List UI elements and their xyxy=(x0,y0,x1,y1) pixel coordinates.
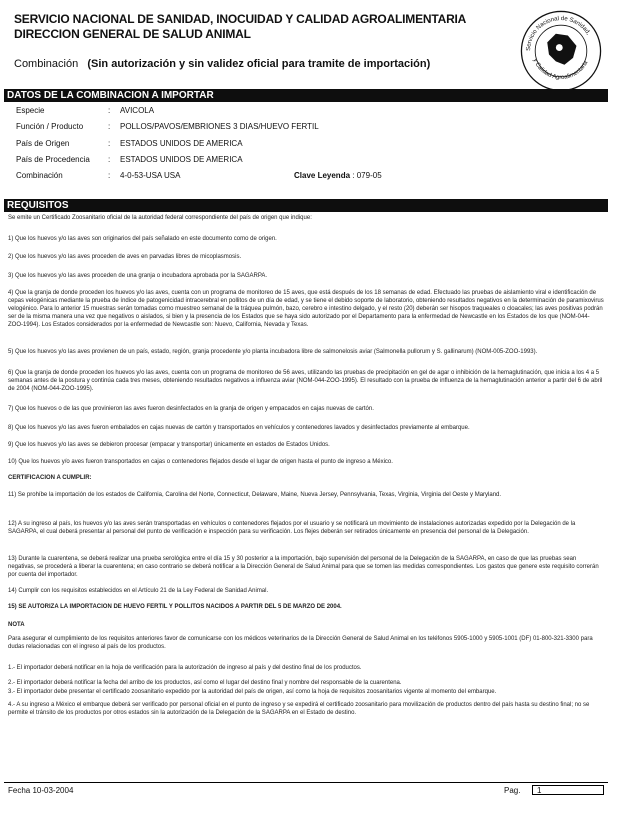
requisito-paragraph: Para asegurar el cumplimiento de los requisitos anteriores favor de comunicarse con los médicos veterinarios de la Dirección General de Salud Animal en los teléfonos 5905-1000 y 5905-1001 (DF) 01-800-321-3300 para dudas relacionadas con el ingreso al país de los productos. xyxy=(8,636,593,650)
requisito-paragraph: 10) Que los huevos y/o aves fueron transportados en cajas o contenedores flejados desde el lugar de origen hasta el punto de ingreso a México. xyxy=(8,459,393,465)
combination-label: Combinación xyxy=(14,58,79,70)
pais-origen-label: País de Origen xyxy=(16,139,70,148)
requisito-paragraph: CERTIFICACION A CUMPLIR: xyxy=(8,475,92,481)
clave-leyenda-separator: : xyxy=(352,171,355,180)
requisito-paragraph: 3) Que los huevos y/o las aves proceden de una granja o incubadora aprobada por la SAGARPA. xyxy=(8,273,268,279)
pais-procedencia-value: ESTADOS UNIDOS DE AMERICA xyxy=(120,155,243,164)
combinacion-label: Combinación xyxy=(16,171,63,180)
page-label: Pag. xyxy=(504,786,521,795)
requisito-paragraph: 13) Durante la cuarentena, se deberá realizar una prueba serológica entre el día 15 y 30 posterior a la importación, bajo supervisión del personal de la Delegación de la SAGARPA, en caso de que las pruebas sean negativas, se procederá a liberar la cuarentena; en caso contrario se deberá notificar a la Dirección General de Salud Animal para que se tomen las medidas correspondientes. Los gastos que genere este requisito correrán por cuenta del importador. xyxy=(8,556,599,578)
clave-leyenda-value: 079-05 xyxy=(356,171,382,180)
requisito-paragraph: 14) Cumplir con los requisitos establecidos en el Artículo 21 de la Ley Federal de Sanidad Animal. xyxy=(8,588,269,594)
seal-text-top: Servicio Nacional de Sanidad, xyxy=(525,15,592,52)
requisito-paragraph: 9) Que los huevos y/o las aves se debieron procesar (empacar y transportar) únicamente en estados de Estados Unidos. xyxy=(8,442,330,448)
section-requisitos-bar: REQUISITOS xyxy=(4,199,608,212)
especie-value: AVICOLA xyxy=(120,106,155,115)
requisito-paragraph: Se emite un Certificado Zoosanitario oficial de la autoridad federal correspondiente del país de origen que indique: xyxy=(8,215,312,221)
page-number: 1 xyxy=(532,785,604,795)
fecha-value: 10-03-2004 xyxy=(32,786,74,795)
footer-date xyxy=(8,786,73,795)
combinacion-separator: : xyxy=(108,171,111,180)
pais-procedencia-separator: : xyxy=(108,155,111,164)
requisito-paragraph: 4.- A su ingreso a México el embarque deberá ser verificado por personal oficial en el punto de ingreso y se expedirá el certificado zoosanitario para movilización de productos dentro del país hasta su destino final; no se permite el tránsito de los productos por otros estados sin la autorización de la Delegación de la SAGARPA en el Estado de destino. xyxy=(8,702,590,716)
requisito-paragraph: 7) Que los huevos o de las que provinieron las aves fueron desinfectados en la granja de origen y empacados en cajas nuevas de cartón. xyxy=(8,406,374,412)
requisito-paragraph: 2.- El importador deberá notificar la fecha del arribo de los productos, así como el lugar del destino final y nombre del responsable de la cuarentena. xyxy=(8,680,402,686)
agency-subtitle: DIRECCION GENERAL DE SALUD ANIMAL xyxy=(14,27,251,41)
clave-leyenda-label: Clave Leyenda xyxy=(294,171,351,180)
footer-divider xyxy=(4,782,608,783)
requisito-paragraph: 4) Que la granja de donde proceden los huevos y/o las aves, cuenta con un programa de monitoreo de 15 aves, que está después de los 18 semanas de edad. Efectuado las pruebas de aislamiento viral e identificación de cepas velogénicas mediante la prueba de índice de patogenicidad intracerebral en pollitos de un día de edad, y se tiene el debido soporte de laboratorio, obteniendo resultados negativos en la determinación de paramixovirus velogénico. Para lo anterior 15 muestras serán tomadas como muestreo semanal de la tráquea pulmón, bazo, cerebro e intestino delgado, y el resto (20) deberán ser hisopos traqueales o cloacales; las aves positivas podrán ser de la misma manera una vez que negativos o aislados, si bien y la presencia de los Estados que se haya sido autorizado por el Departamento para la enfermedad de Newcastle en los Estados de los que (NOM-044-ZOO-1994). Los Estados considerados por la enfermedad de Newcastle son: Nuevo, California, Nevada y Texas. xyxy=(8,290,604,328)
section-combination-bar: DATOS DE LA COMBINACION A IMPORTAR xyxy=(4,89,608,102)
requisito-paragraph: 11) Se prohíbe la importación de los estados de California, Carolina del Norte, Connecticut, Delaware, Maine, Nueva Jersey, Pennsylvania, Texas, Virginia, Virginia del Oeste y Maryland. xyxy=(8,492,502,498)
funcion-value: POLLOS/PAVOS/EMBRIONES 3 DIAS/HUEVO FERTIL xyxy=(120,122,319,131)
requisito-paragraph: 5) Que los huevos y/o las aves provienen de un país, estado, región, granja procedente y/o planta incubadora libre de salmonelosis aviar (Salmonella pullorum y S. gallinarum) (NOM-005-ZOO-1993). xyxy=(8,349,538,355)
especie-separator: : xyxy=(108,106,111,115)
requisito-paragraph: 1.- El importador deberá notificar en la hoja de verificación para la autorización de ingreso al país y del destino final de los productos. xyxy=(8,665,362,671)
pais-procedencia-label: País de Procedencia xyxy=(16,155,90,164)
funcion-separator: : xyxy=(108,122,111,131)
fecha-label: Fecha xyxy=(8,786,31,795)
agency-seal-icon xyxy=(518,8,604,94)
combination-heading xyxy=(14,58,430,70)
pais-origen-separator: : xyxy=(108,139,111,148)
requisito-paragraph: 2) Que los huevos y/o las aves proceden de aves en parvadas libres de micoplasmosis. xyxy=(8,254,242,260)
requisito-paragraph: 8) Que los huevos y/o las aves fueron embalados en cajas nuevas de cartón y transportados en vehículos y contenedores lavados y desinfectados previamente al embarque. xyxy=(8,425,470,431)
agency-title: SERVICIO NACIONAL DE SANIDAD, INOCUIDAD Y CALIDAD AGROALIMENTARIA xyxy=(14,12,467,26)
especie-label: Especie xyxy=(16,106,45,115)
funcion-label: Función / Producto xyxy=(16,122,84,131)
requisito-paragraph: 3.- El importador debe presentar el certificado zoosanitario expedido por la autoridad del país de origen, así como la hoja de requisitos zoosanitarios vigente al momento del embarque. xyxy=(8,689,497,695)
combination-note: (Sin autorización y sin validez oficial para tramite de importación) xyxy=(87,58,431,70)
requisito-paragraph: 6) Que la granja de donde proceden los huevos y/o las aves, cuenta con un programa de monitoreo de 56 aves, utilizando las pruebas de precipitación en gel de agar o inhibición de la hemaglutinación, que inicia a los 4 a 5 semanas antes de la postura y continúa cada tres meses, obteniendo resultados negativos a influenza aviar (NOM-044-ZOO-1995). El resultado con la prueba de influenza de la hemaglutinación anterior a partir del 6 de abril de 2004 (NOM-044-ZOO-1995). xyxy=(8,370,603,392)
requisito-paragraph: 1) Que los huevos y/o las aves son originarios del país señalado en este documento como de origen. xyxy=(8,236,277,242)
requisito-paragraph: 12) A su ingreso al país, los huevos y/o las aves serán transportadas en vehículos o contenedores flejados por el usuario y se notificará un movimiento de instalaciones autorizadas expedido por la Delegación de la SAGARPA, el cual deberá presentar al personal del punto de verificación e inspección para su verificación. Los flejes deberán ser retirados únicamente en presencia del personal de la Delegación. xyxy=(8,521,576,535)
combinacion-value: 4-0-53-USA USA xyxy=(120,171,181,180)
pais-origen-value: ESTADOS UNIDOS DE AMERICA xyxy=(120,139,243,148)
requisito-paragraph: NOTA xyxy=(8,622,25,628)
clave-leyenda xyxy=(294,171,382,180)
seal-text-bottom: y Calidad Agroalimentaria xyxy=(531,58,590,82)
requisito-paragraph: 15) SE AUTORIZA LA IMPORTACION DE HUEVO FERTIL Y POLLITOS NACIDOS A PARTIR DEL 5 DE MARZO DE 2004. xyxy=(8,604,342,610)
